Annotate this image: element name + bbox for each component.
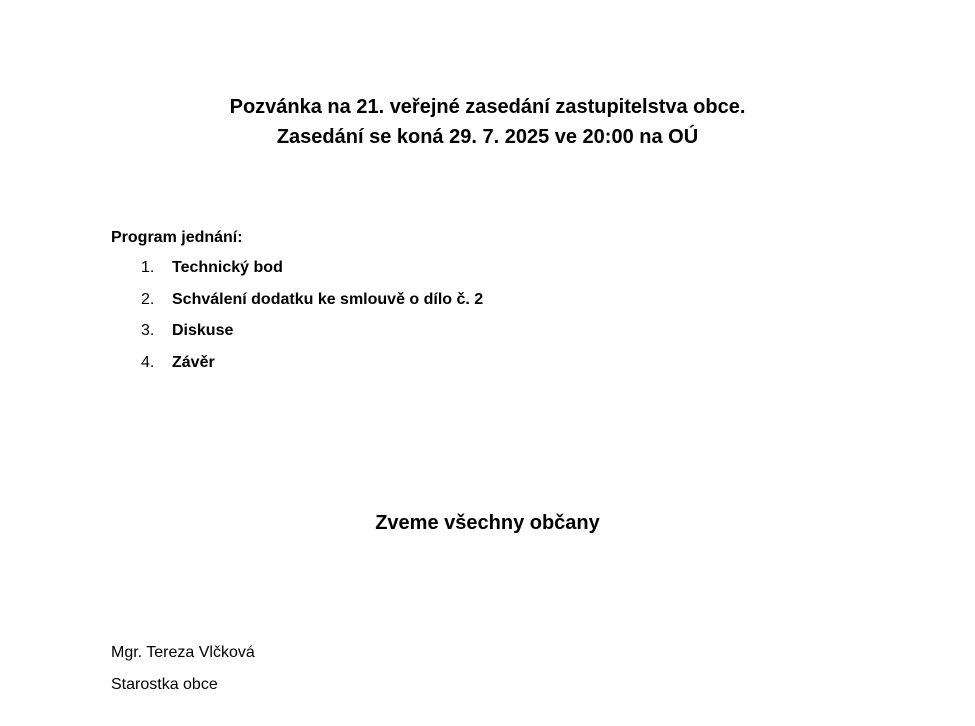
signature-name: Mgr. Tereza Vlčková bbox=[111, 644, 255, 661]
agenda-item-number: 2. bbox=[141, 290, 155, 308]
agenda-item-text: Schválení dodatku ke smlouvě o dílo č. 2 bbox=[172, 290, 484, 308]
program-heading: Program jednání: bbox=[111, 229, 243, 246]
agenda-item-text: Závěr bbox=[172, 353, 215, 371]
agenda-item-text: Technický bod bbox=[172, 259, 283, 276]
signature-block bbox=[111, 643, 255, 707]
invitation-text: Zveme všechny občany bbox=[375, 512, 600, 534]
agenda-item-number: 4. bbox=[141, 353, 155, 371]
agenda-item-number: 1. bbox=[141, 259, 155, 276]
invitation-title bbox=[0, 92, 975, 152]
agenda-item-number: 3. bbox=[141, 322, 155, 339]
title-line-1: Pozvánka na 21. veřejné zasedání zastupitelstva obce. bbox=[229, 96, 746, 118]
signature-role: Starostka obce bbox=[111, 676, 218, 693]
title-line-2: Zasedání se koná 29. 7. 2025 ve 20:00 na OÚ bbox=[276, 126, 699, 148]
agenda-item-text: Diskuse bbox=[172, 322, 234, 339]
